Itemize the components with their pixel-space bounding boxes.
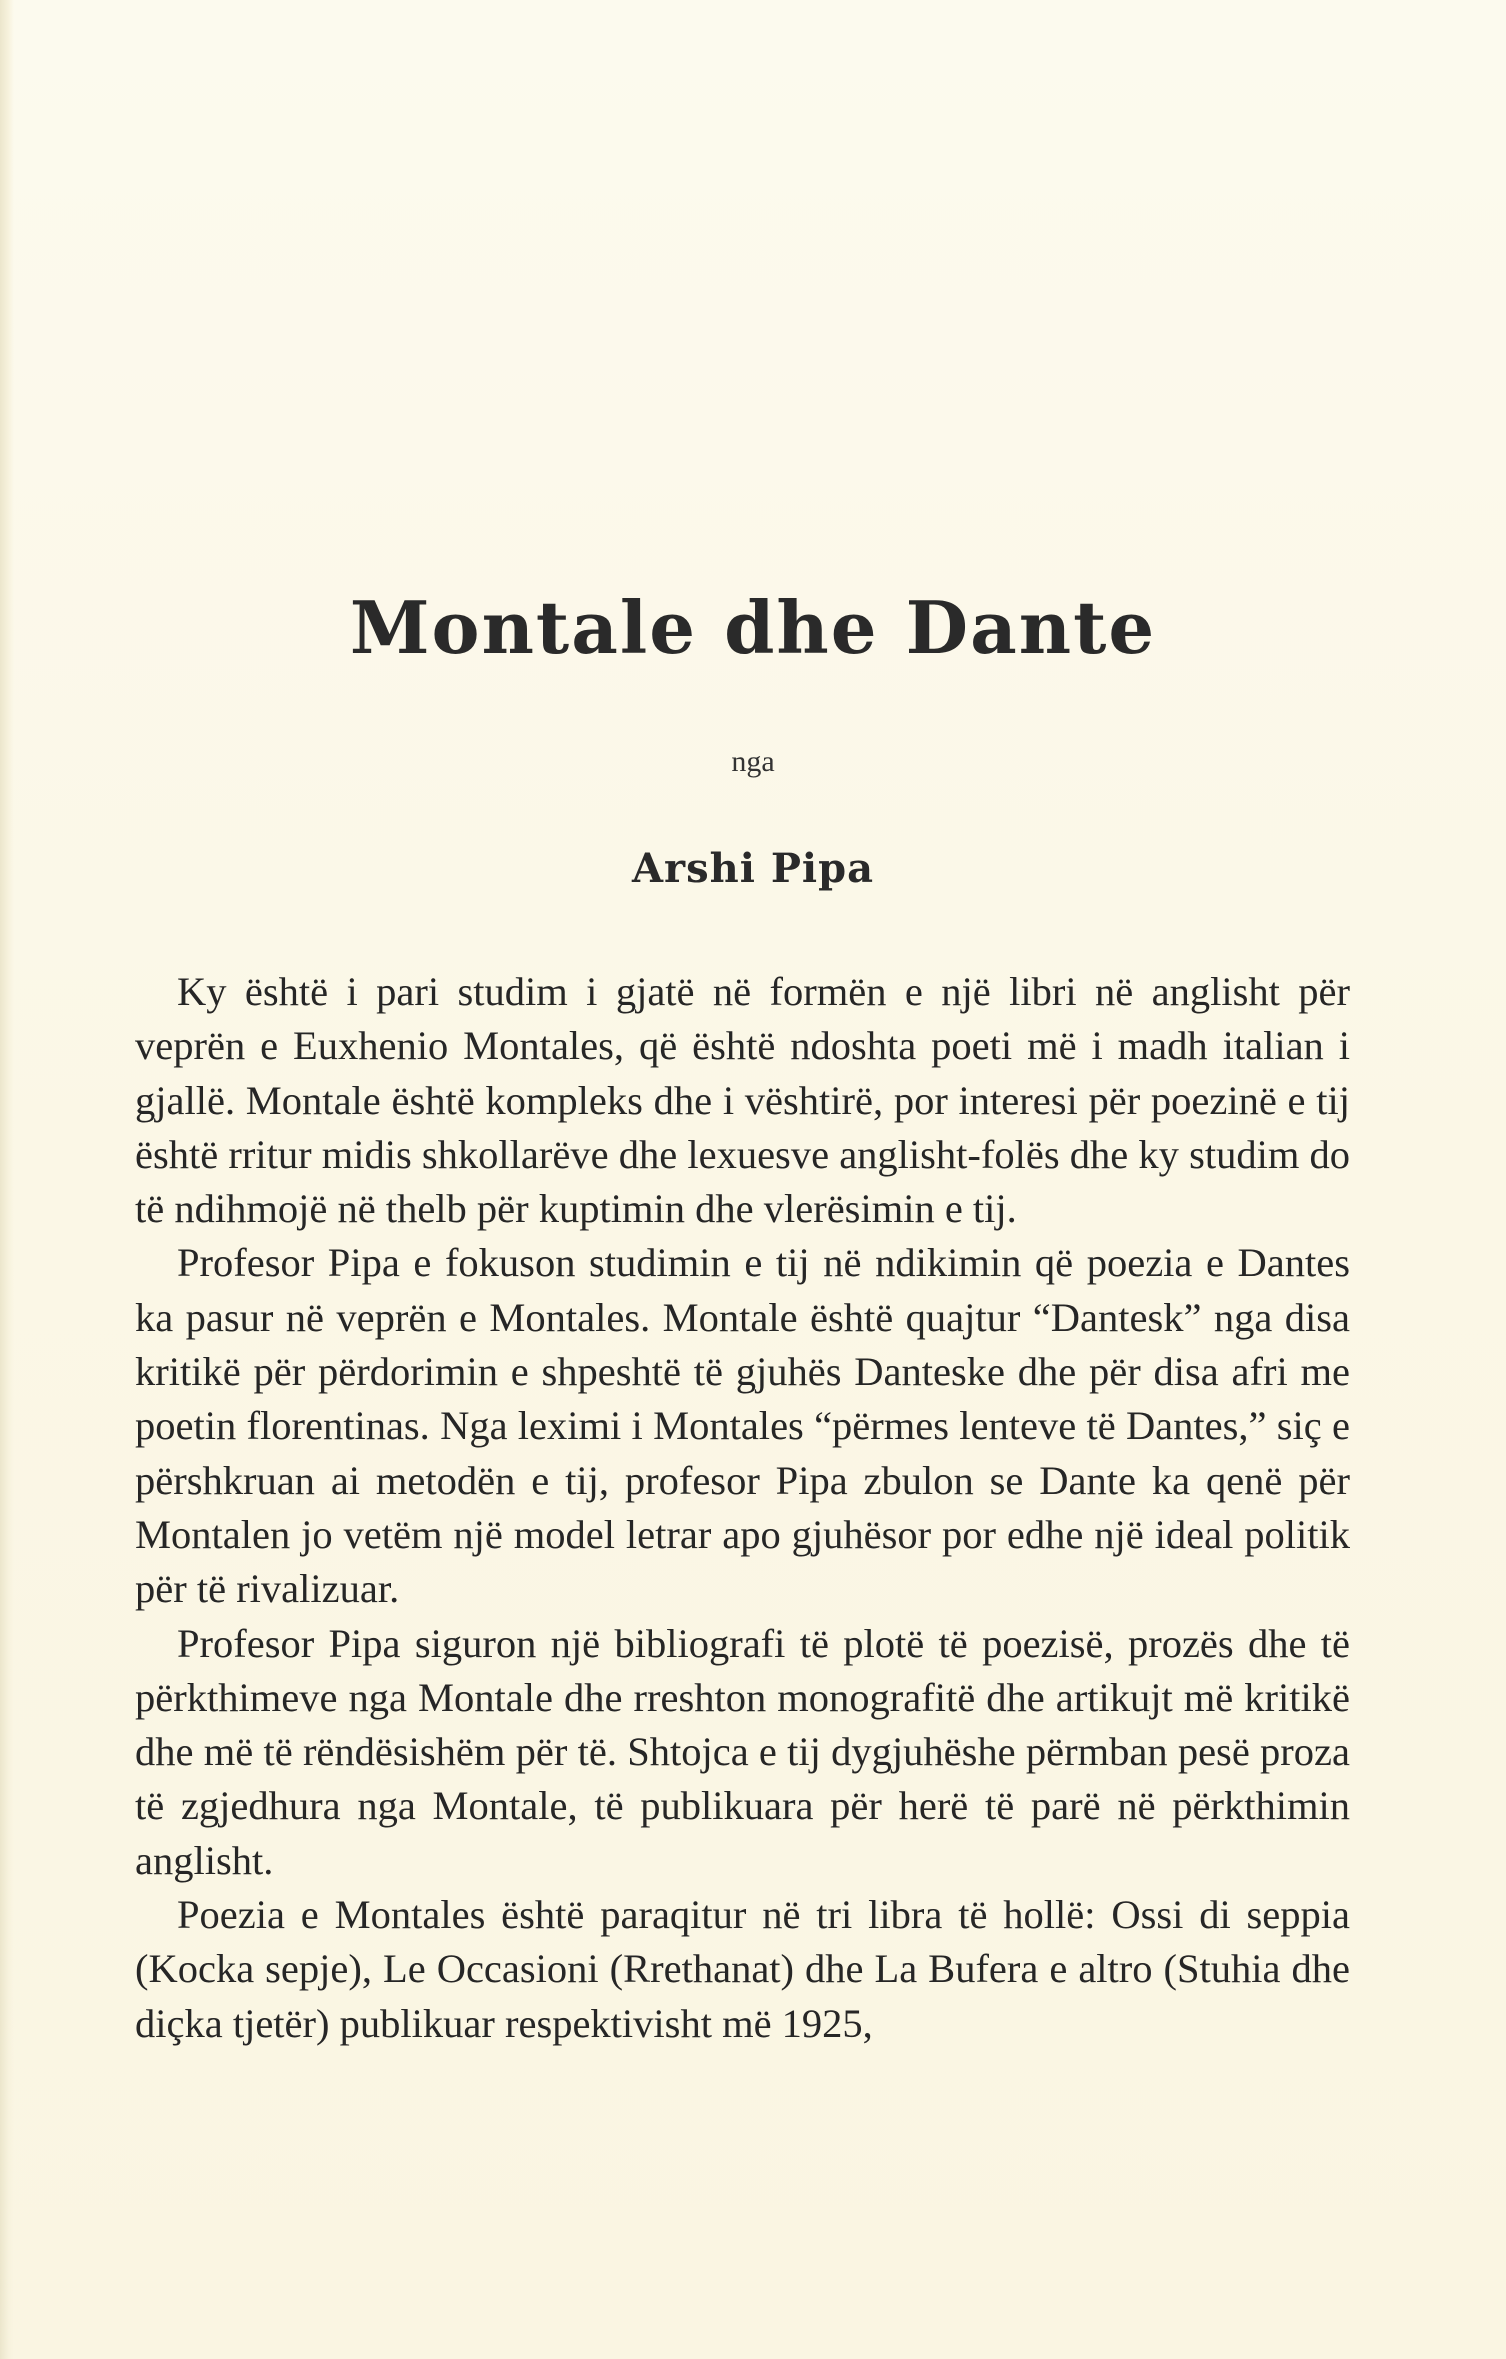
paragraph-1: Ky është i pari studim i gjatë në formën e një libri në anglisht për veprën e Euxhenio Montales, që është ndoshta poeti më i madh italian i gjallë. Montale është kompleks dhe i vështirë, por interesi për poezinë e tij është rritur midis shkollarëve dhe lexuesve anglisht-folës dhe ky studim do të ndihmojë në thelb për kuptimin dhe vlerësimin e tij. (135, 969, 1350, 1232)
article-body (135, 965, 1350, 2051)
paragraph-3: Profesor Pipa siguron një bibliografi të plotë të poezisë, prozës dhe të përkthimeve nga Montale dhe rreshton monografitë dhe artikujt më kritikë dhe më të rëndësishëm për të. Shtojca e tij dygjuhëshe përmban pesë proza të zgjedhura nga Montale, të publikuara për herë të parë në përkthimin anglisht. (135, 1620, 1350, 1883)
paragraph-2: Profesor Pipa e fokuson studimin e tij në ndikimin që poezia e Dantes ka pasur në veprën e Montales. Montale është quajtur “Dantesk” nga disa kritikë për përdorimin e shpeshtë të gjuhës Danteske dhe për disa afri me poetin florentinas. Nga leximi i Montales “përmes lenteve të Dantes,” siç e përshkruan ai metodën e tij, profesor Pipa zbulon se Dante ka qenë për Montalen jo vetëm një model letrar apo gjuhësor por edhe një ideal politik për të rivalizuar. (135, 1240, 1350, 1612)
author-name: Arshi Pipa (632, 845, 874, 892)
byline: nga (731, 745, 775, 778)
paragraph-4: Poezia e Montales është paraqitur në tri libra të hollë: Ossi di seppia (Kocka sepje), Le Occasioni (Rrethanat) dhe La Bufera e altro (Stuhia dhe diçka tjetër) publikuar respektivisht më 1925, (135, 1892, 1350, 2046)
article-title: Montale dhe Dante (349, 585, 1157, 670)
page-edge-shadow (0, 0, 14, 2359)
